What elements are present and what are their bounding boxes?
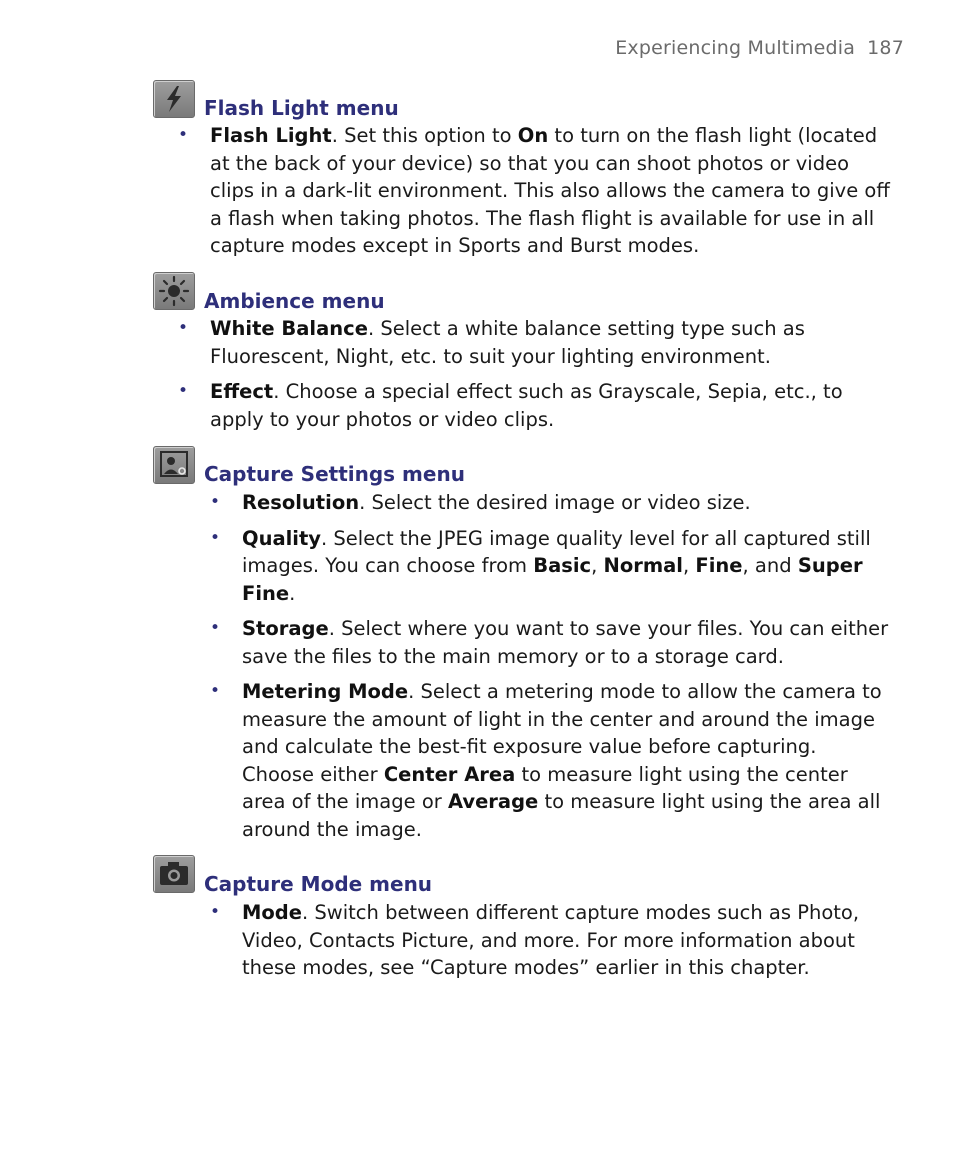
item-text: to measure light using the area all around the image.: [242, 790, 881, 841]
item-text: . Switch between different capture modes such as Photo, Video, Contacts Picture, and more. For more information about these modes, see “Capture modes” earlier in this chapter.: [242, 901, 860, 979]
item-text: . Select where you want to save your files. You can either save the files to the main memory or to a storage card.: [242, 617, 889, 668]
list-item: [210, 122, 890, 260]
list-item: [242, 525, 892, 608]
item-text: .: [289, 581, 296, 605]
item-emphasis: Fine: [695, 554, 743, 577]
camera-icon: [153, 855, 195, 893]
running-header: [615, 37, 904, 59]
item-text: . Set this option to: [331, 124, 518, 147]
item-term: Metering Mode: [242, 680, 409, 703]
item-text: . Select a metering mode to allow the camera to measure the amount of light in the center and around the image and calculate the best-fit exposure value before capturing. Choose either: [242, 680, 882, 786]
chapter-title: Experiencing Multimedia: [615, 37, 856, 59]
section-title: Capture Mode menu: [204, 872, 433, 896]
item-text: ,: [591, 554, 604, 577]
item-term: White Balance: [210, 317, 368, 340]
item-emphasis: Center Area: [383, 762, 516, 786]
item-text: . Select the JPEG image quality level for all captured still images. You can choose from: [242, 526, 871, 577]
item-emphasis: On: [517, 124, 549, 147]
item-emphasis: Normal: [603, 554, 683, 577]
item-term: Resolution: [242, 491, 360, 514]
bullet-list: [242, 899, 892, 990]
capture-settings-icon: [153, 446, 195, 484]
list-item: [242, 899, 892, 982]
flash-icon: [153, 80, 195, 118]
item-text: to turn on the flash light (located at the back of your device) so that you can shoot photos or video clips in a dark-lit environment. This also allows the camera to give off a flash when taking photos. The flash flight is available for use in all capture modes except in Sports and Burst modes.: [210, 124, 890, 257]
item-text: ,: [683, 554, 696, 577]
section-title: Capture Settings menu: [204, 462, 465, 486]
item-text: to measure light using the center area of the image or: [242, 762, 848, 813]
item-emphasis: Basic: [533, 554, 592, 577]
item-term: Quality: [242, 526, 322, 550]
item-text: . Select a white balance setting type such as Fluorescent, Night, etc. to suit your lighting environment.: [210, 317, 805, 368]
item-text: , and: [742, 554, 798, 577]
sun-icon: [153, 272, 195, 310]
bullet-list: [210, 122, 890, 268]
item-term: Flash Light: [210, 124, 332, 147]
page-number: 187: [867, 37, 904, 59]
list-item: [242, 489, 892, 517]
item-term: Mode: [242, 901, 302, 924]
item-text: . Select the desired image or video size.: [359, 491, 751, 514]
item-term: Effect: [210, 380, 274, 403]
item-emphasis: Average: [447, 790, 539, 813]
section-title: Flash Light menu: [204, 96, 399, 120]
list-item: [242, 678, 892, 843]
item-term: Storage: [242, 617, 329, 640]
item-text: . Choose a special effect such as Grayscale, Sepia, etc., to apply to your photos or video clips.: [210, 380, 843, 431]
bullet-list: [242, 489, 892, 851]
bullet-list: [210, 315, 890, 441]
list-item: [210, 378, 890, 433]
list-item: [242, 615, 892, 670]
list-item: [210, 315, 890, 370]
item-emphasis: Super Fine: [242, 554, 863, 605]
section-title: Ambience menu: [204, 289, 385, 313]
